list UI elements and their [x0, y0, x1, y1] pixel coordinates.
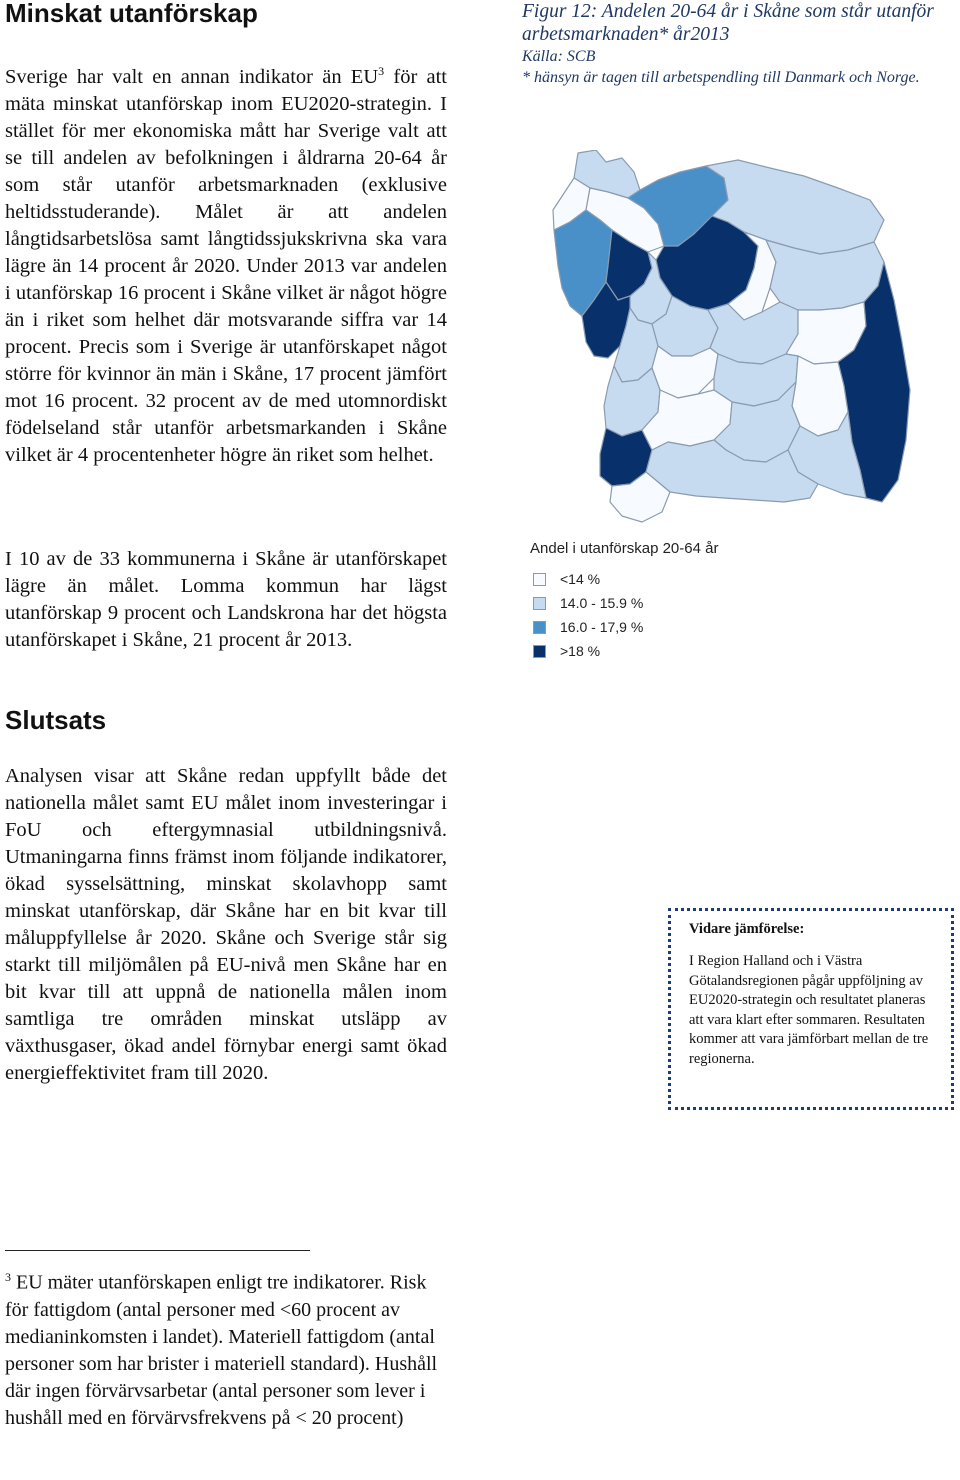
- figure-note: * hänsyn är tagen till arbetspendling till Danmark och Norge.: [522, 69, 920, 86]
- legend-item: [533, 615, 790, 639]
- figure-source: Källa: SCB: [522, 48, 596, 65]
- skane-choropleth-map: [548, 150, 918, 530]
- footnote-reference[interactable]: 3: [378, 64, 385, 79]
- figure-caption: [522, 0, 952, 88]
- legend-item: [533, 567, 790, 591]
- figure-title: Figur 12: Andelen 20-64 år i Skåne som står utanför arbetsmarknaden* år2013: [522, 1, 934, 45]
- legend-label: 16.0 - 17,9 %: [560, 619, 644, 635]
- legend-label: <14 %: [560, 571, 601, 587]
- comparison-note-box: [668, 908, 954, 1110]
- paragraph-text-cont: för att mäta minskat utanförskap inom EU2020-strategin. I stället för mer ekonomiska mått har Sverige valt att se till andelen av befolkningen i åldrarna 20-64 år som står utanför arbetsmarknaden (exklusive heltidsstuderande). Målet är att andelen långtidsarbetslösa samt långtidssjukskrivna ska vara lägre än 14 procent år 2020. Under 2013 var andelen i utanförskap 16 procent i Skåne vilket är något högre än i riket som helhet där motsvarande siffra var 14 procent. Precis som i Sverige är utanförskapet något större för kvinnor än män i Skåne, 17 procent jämfört mot 16 procent. 32 procent av de med utomnordiskt födelseland står utanför arbetsmarkanden i Skåne vilket är 4 procentenheter högre än riket som helhet.: [5, 66, 447, 466]
- note-box-text: I Region Halland och i Västra Götalandsregionen pågår uppföljning av EU2020-strategin och resultatet planeras att vara klart efter sommaren. Resultaten kommer att vara jämförbart mellan de tre regionerna.: [689, 953, 929, 1067]
- map-legend: [530, 540, 790, 663]
- legend-label: >18 %: [560, 643, 601, 659]
- paragraph-slutsats: Analysen visar att Skåne redan uppfyllt både det nationella målet samt EU målet inom investeringar i FoU och eftergymnasial utbildningsnivå. Utmaningarna finns främst inom följande indikatorer, ökad sysselsättning, minskat skolavhopp samt minskat utanförskap, där Skåne har en bit kvar till måluppfyllelse år 2020. Skåne och Sverige står sig starkt till miljömålen på EU-nivå men Skåne har en bit kvar till att uppnå de nationella målen inom samtliga tre områden minskat utsläpp av växthusgaser, ökad andel förnybar energi samt ökad energieffektivitet fram till 2020.: [5, 765, 447, 1084]
- paragraph-kommuner: I 10 av de 33 kommunerna i Skåne är utanförskapet lägre än målet. Lomma kommun har lägst utanförskap 9 procent och Landskrona har det högsta utanförskapet i Skåne, 21 procent år 2013.: [5, 548, 447, 651]
- legend-swatch-icon: [533, 645, 546, 658]
- legend-title: Andel i utanförskap 20-64 år: [530, 540, 719, 557]
- footnote-text: EU mäter utanförskapen enligt tre indikatorer. Risk för fattigdom (antal personer med <60 procent av medianinkomsten i landet). Materiell fattigdom (antal personer som har brister i materiell standard). Hushåll där ingen förvärvsarbetar (antal personer som lever i hushåll med en förvärvsfrekvens på < 20 procent): [5, 1271, 438, 1429]
- legend-swatch-icon: [533, 621, 546, 634]
- section-heading-slutsats: Slutsats: [5, 705, 107, 735]
- section-heading-utanforskap: Minskat utanförskap: [5, 0, 258, 28]
- legend-item: [533, 639, 790, 663]
- legend-swatch-icon: [533, 573, 546, 586]
- footnote-number: 3: [5, 1270, 11, 1284]
- footnote: [5, 1264, 445, 1432]
- paragraph-utanforskap-intro: [5, 64, 447, 469]
- legend-label: 14.0 - 15.9 %: [560, 595, 644, 611]
- paragraph-text: Sverige har valt en annan indikator än EU: [5, 66, 379, 88]
- map-municipality: [792, 356, 848, 436]
- legend-swatch-icon: [533, 597, 546, 610]
- note-box-title: Vidare jämförelse:: [689, 921, 805, 937]
- footnote-divider: [5, 1250, 310, 1251]
- legend-item: [533, 591, 790, 615]
